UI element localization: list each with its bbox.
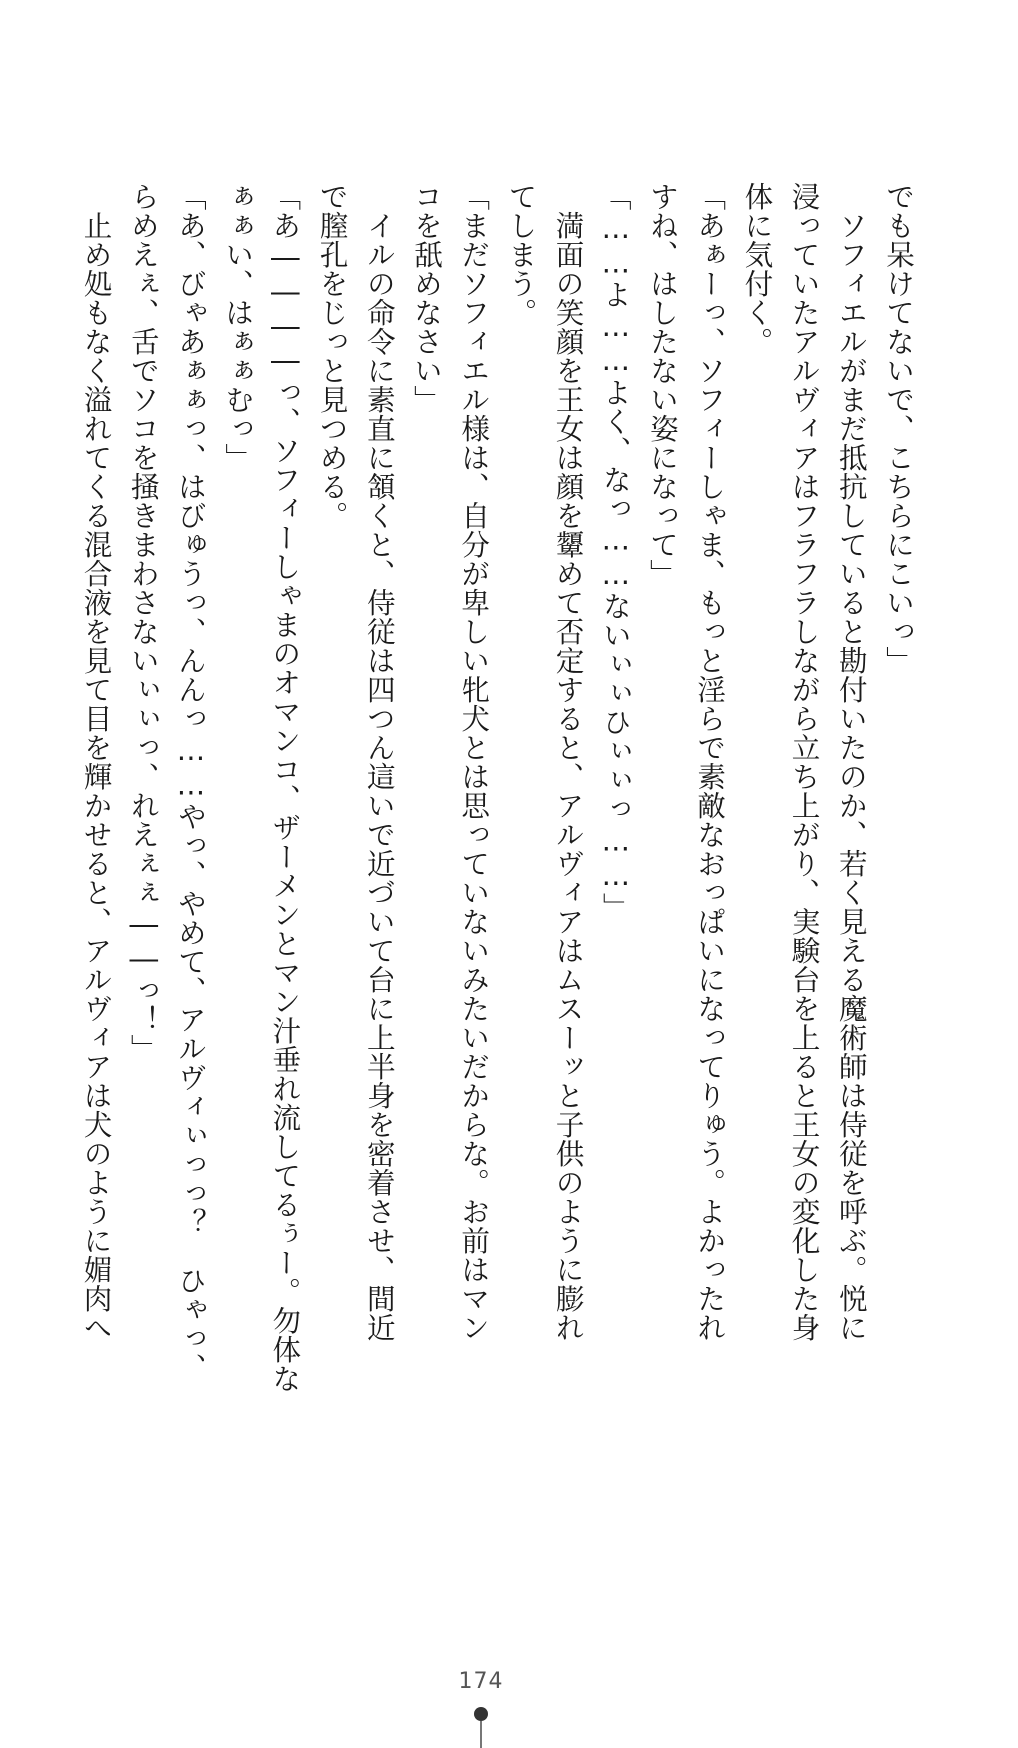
text-line: 体に気付く。 <box>740 182 775 356</box>
text-line: 止め処もなく溢れてくる混合液を見て目を輝かせると、アルヴィアは犬のように媚肉へ <box>79 182 114 1342</box>
text-line: で膣孔をじっと見つめる。 <box>315 182 350 530</box>
text-line: 「あ――――っ、ソフィーしゃまのオマンコ、ザーメンとマン汁垂れ流してるぅー。勿体な <box>268 182 303 1393</box>
text-line: イルの命令に素直に頷くと、侍従は四つん這いで近づいて台に上半身を密着させ、間近 <box>362 182 397 1342</box>
text-line: ぁぁい、はぁぁむっ」 <box>221 182 256 472</box>
text-line: 「あ、びゃあぁぁっ、はびゅうっ、んんっ……やっ、やめて、アルヴィぃっっ？ ひゃっ、 <box>173 182 208 1382</box>
text-line: 浸っていたアルヴィアはフラフラしながら立ち上がり、実験台を上ると王女の変化した身 <box>787 182 822 1342</box>
text-line: でも呆けてないで、こちらにこいっ」 <box>882 182 916 675</box>
text-line: すね、はしたない姿になって」 <box>645 182 680 588</box>
text-line: らめえぇ、舌でソコを掻きまわさないぃぃっ、れえぇぇ――っ！」 <box>126 182 161 1063</box>
text-line: 満面の笑顔を王女は顔を顰めて否定すると、アルヴィアはムスーッと子供のように膨れ <box>551 182 586 1342</box>
text-line: ソフィエルがまだ抵抗していると勘付いたのか、若く見える魔術師は侍従を呼ぶ。悦に <box>834 182 869 1342</box>
text-line: てしまう。 <box>504 182 539 327</box>
text-line: 「……よ……よく、なっ……ないぃぃひぃぃっ……」 <box>598 182 633 922</box>
text-line: コを舐めなさい」 <box>409 182 444 414</box>
text-line: 「まだソフィエル様は、自分が卑しい牝犬とは思っていないみたいだからな。お前はマン <box>457 182 492 1342</box>
page-marker-dot <box>474 1707 488 1721</box>
page-marker-line <box>480 1721 482 1748</box>
vertical-text-body <box>62 182 922 1482</box>
text-line: 「あぁーっ、ソフィーしゃま、もっと淫らで素敵なおっぱいになってりゅう。よかったれ <box>693 182 728 1342</box>
page-number: 174 <box>458 1669 504 1694</box>
